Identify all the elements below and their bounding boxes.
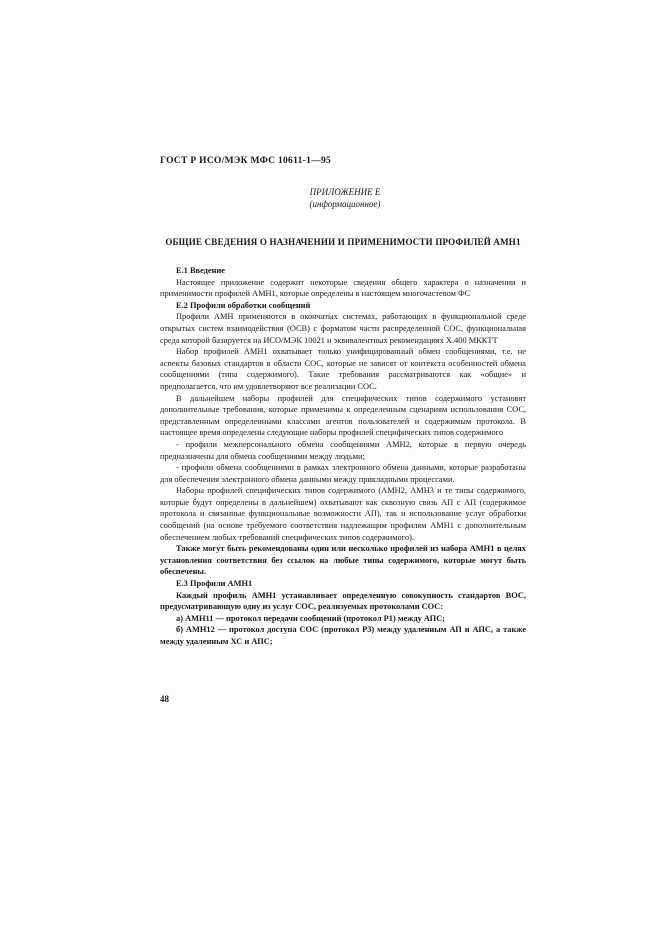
page-number: 48 <box>160 694 169 704</box>
paragraph: Каждый профиль АМН1 устанавливает определенную совокупность стандартов ВОС, предусматривающую одну из услуг СОС, реализуемых протоколами СОС: <box>160 590 526 612</box>
paragraph: Профили АМН применяются в окончатых системах, работающих в функциональной среде открытых систем взаимодействия (ОСВ) с форматом части распределенной СОС, функциональная среда которой базируется на ИСО/МЭК 10021 и эквивалентных рекомендациях Х.400 МККТТ <box>160 312 526 345</box>
section-heading-e1: Е.1 Введение <box>176 266 225 275</box>
appendix-title: ОБЩИЕ СВЕДЕНИЯ О НАЗНАЧЕНИИ И ПРИМЕНИМОСТИ ПРОФИЛЕЙ АМН1 <box>165 237 521 247</box>
paragraph: Также могут быть рекомендованы один или несколько профилей из набора АМН1 в целях установления соответствия без ссылок на любые типы содержимого, которые могут быть обеспечены. <box>160 544 526 577</box>
list-item: а) АМН11 — протокол передачи сообщений (протокол Р1) между АПС; <box>176 613 446 623</box>
list-item: б) АМН12 — протокол доступа СОС (протокол Р3) между удаленным АП и АПС, а также между удаленным ХС и АПС; <box>160 625 526 646</box>
paragraph: В дальнейшем наборы профилей для специфических типов содержимого установят дополнительные требования, которые применимы к определенным сценариям использования СОС, представленным определенными классами агентов пользователей и содержимым протокола. В настоящее время определены следующие наборы профилей специфических типов содержимого <box>160 393 526 438</box>
document-body <box>160 265 526 648</box>
section-heading-e2: Е.2 Профили обработки сообщений <box>176 300 311 310</box>
paragraph: Наборы профилей специфических типов содержимого (АМН2, АМН3 и те типы содержимого, которые будут определены в дальнейшем) охватывают как сквозную связь АП с АП (содержимое протокола и связанные функциональные возможности АП), так и использование услуг обработки сообщений (на основе требуемого соответствия надлежащим профилям АМН1 с дополнительным обеспечением любых требований специфических типов содержимого). <box>160 486 526 542</box>
appendix-label: ПРИЛОЖЕНИЕ Е <box>309 187 381 197</box>
paragraph: Настоящее приложение содержит некоторые сведения общего характера о назначении и применимости профилей АМН1, которые определены в настоящем многочастевом ФС <box>160 277 526 299</box>
appendix-heading <box>290 186 400 210</box>
section-heading-e3: Е.3 Профили АМН1 <box>176 579 253 589</box>
list-item: - профили межперсонального обмена сообщениями АМН2, которые в первую очередь предназначены для обмена сообщениями между людьми; <box>160 439 526 461</box>
appendix-type: (информационное) <box>309 199 381 209</box>
document-identifier: ГОСТ Р ИСО/МЭК МФС 10611-1—95 <box>160 156 332 166</box>
list-item: - профили обмена сообщениями в рамках электронного обмена данными, которые разработаны для обеспечения электронного обмена данными между прикладными процессами. <box>160 463 526 484</box>
paragraph: Набор профилей АМН1 охватывает только унифицированный обмен сообщениями, т.е. не аспекты базовых стандартов в области СОС, которые не зависят от контекста особенностей обмена сообщениями (типа содержимого). Такие требования рассматриваются как «общие» и предполагается, что им удовлетворяют все реализации СОС. <box>160 347 526 391</box>
